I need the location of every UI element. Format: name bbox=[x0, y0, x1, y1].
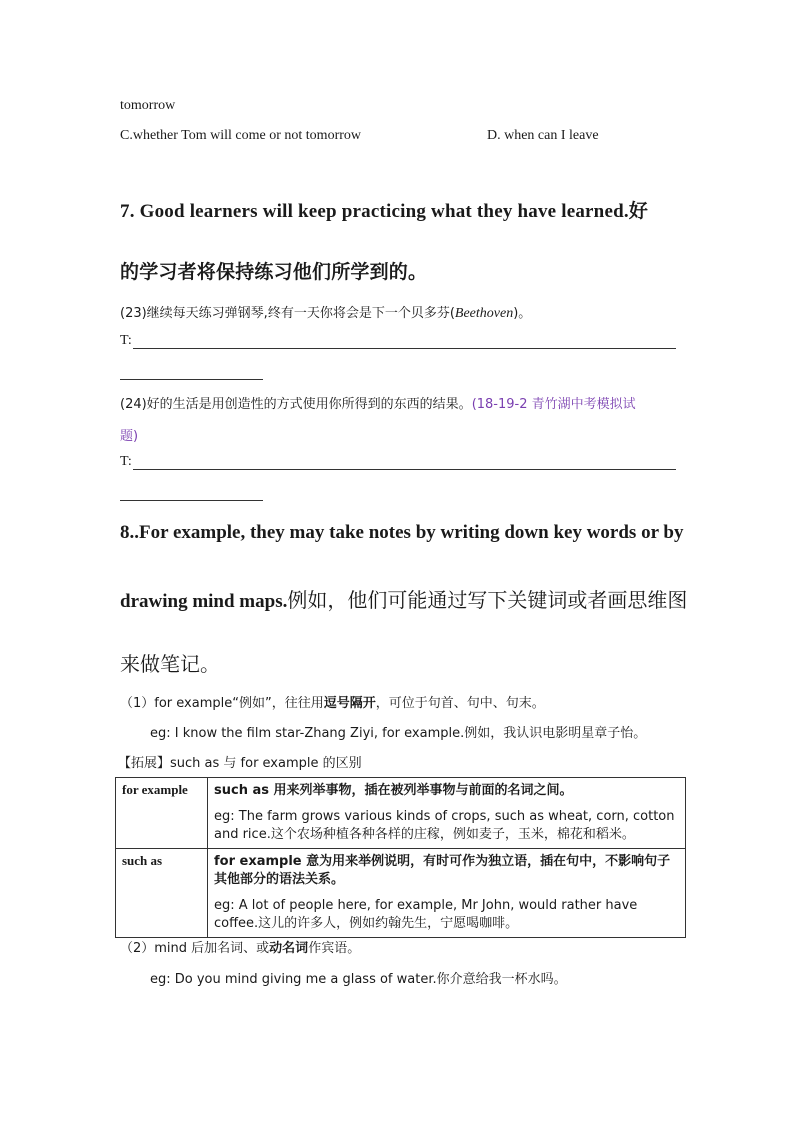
answer-line-23a[interactable] bbox=[133, 348, 676, 349]
point-2-example: eg: Do you mind giving me a glass of water.你介意给我一杯水吗。 bbox=[150, 972, 567, 987]
point-2-text: （2）mind 后加名词、或 bbox=[120, 941, 270, 956]
point-2-bold: 动名词 bbox=[269, 941, 309, 956]
item-23-text: (23)继续每天练习弹钢琴,终有一天你将会是下一个贝多芬( bbox=[120, 306, 455, 321]
section8-heading-line2 bbox=[120, 584, 687, 613]
answer-line-24b[interactable] bbox=[120, 500, 263, 501]
point-1-text: （1）for example“例如”，往往用 bbox=[120, 696, 324, 711]
prev-question-continuation: tomorrow bbox=[120, 98, 176, 113]
point-1 bbox=[120, 692, 545, 711]
section8-heading-line3 bbox=[120, 648, 220, 677]
extension-title: 【拓展】such as 与 for example 的区别 bbox=[118, 756, 362, 771]
table-row bbox=[116, 778, 686, 849]
section8-heading-line1: 8..For example, they may take notes by writing down key words or by bbox=[120, 522, 684, 543]
item-23 bbox=[120, 302, 531, 322]
point-1-bold: 逗号隔开 bbox=[323, 696, 376, 711]
table-row bbox=[116, 849, 686, 938]
section7-heading-line2 bbox=[120, 257, 427, 284]
table-desc bbox=[208, 849, 686, 938]
table-rule: such as 用来列举事物，插在被列举事物与前面的名词之间。 bbox=[214, 783, 573, 798]
item-23-italic: Beethoven bbox=[454, 306, 514, 321]
section8-heading-cn-3: 来做笔记。 bbox=[120, 652, 220, 676]
section7-heading-cn-2: 的学习者将保持练习他们所学到的。 bbox=[120, 261, 428, 283]
section7-heading bbox=[120, 196, 685, 223]
point-1-suffix: ，可位于句首、句中、句末。 bbox=[375, 696, 545, 711]
table-desc bbox=[208, 778, 686, 849]
item-24-source: (18-19-2 青竹湖中考模拟试 bbox=[471, 397, 636, 412]
answer-label-23: T: bbox=[120, 333, 132, 348]
answer-line-23b[interactable] bbox=[120, 379, 263, 380]
table-example: eg: The farm grows various kinds of crops, such as wheat, corn, cotton and rice.这个农场种植各种各样的庄稼，例如麦子，玉米，棉花和稻米。 bbox=[214, 809, 675, 842]
option-d: D. when can I leave bbox=[487, 128, 599, 143]
item-23-suffix: )。 bbox=[513, 306, 532, 321]
section8-heading-cn: 例如，他们可能通过写下关键词或者画思维图 bbox=[287, 588, 688, 612]
answer-label-24: T: bbox=[120, 454, 132, 469]
section8-heading-en: drawing mind maps. bbox=[120, 591, 288, 612]
section7-heading-en: 7. Good learners will keep practicing what they have learned. bbox=[120, 201, 629, 222]
point-2-suffix: 作宾语。 bbox=[308, 941, 361, 956]
item-24 bbox=[120, 393, 636, 412]
table-example: eg: A lot of people here, for example, Mr John, would rather have coffee.这儿的许多人，例如约翰先生，宁愿喝咖啡。 bbox=[214, 898, 638, 931]
item-24-source-cont: 题) bbox=[120, 429, 139, 444]
point-1-example: eg: I know the film star-Zhang Ziyi, for example.例如，我认识电影明星章子怡。 bbox=[150, 726, 647, 741]
table-term: for example bbox=[116, 778, 208, 849]
section7-heading-cn-1: 好 bbox=[628, 200, 649, 222]
table-rule: for example 意为用来举例说明，有时可作为独立语，插在句中，不影响句子其他部分的语法关系。 bbox=[214, 854, 671, 887]
comparison-table bbox=[115, 777, 686, 938]
option-c: C.whether Tom will come or not tomorrow bbox=[120, 128, 362, 143]
answer-line-24a[interactable] bbox=[133, 469, 676, 470]
item-24-text: (24)好的生活是用创造性的方式使用你所得到的东西的结果。 bbox=[120, 397, 472, 412]
table-term: such as bbox=[116, 849, 208, 938]
point-2 bbox=[120, 937, 360, 956]
